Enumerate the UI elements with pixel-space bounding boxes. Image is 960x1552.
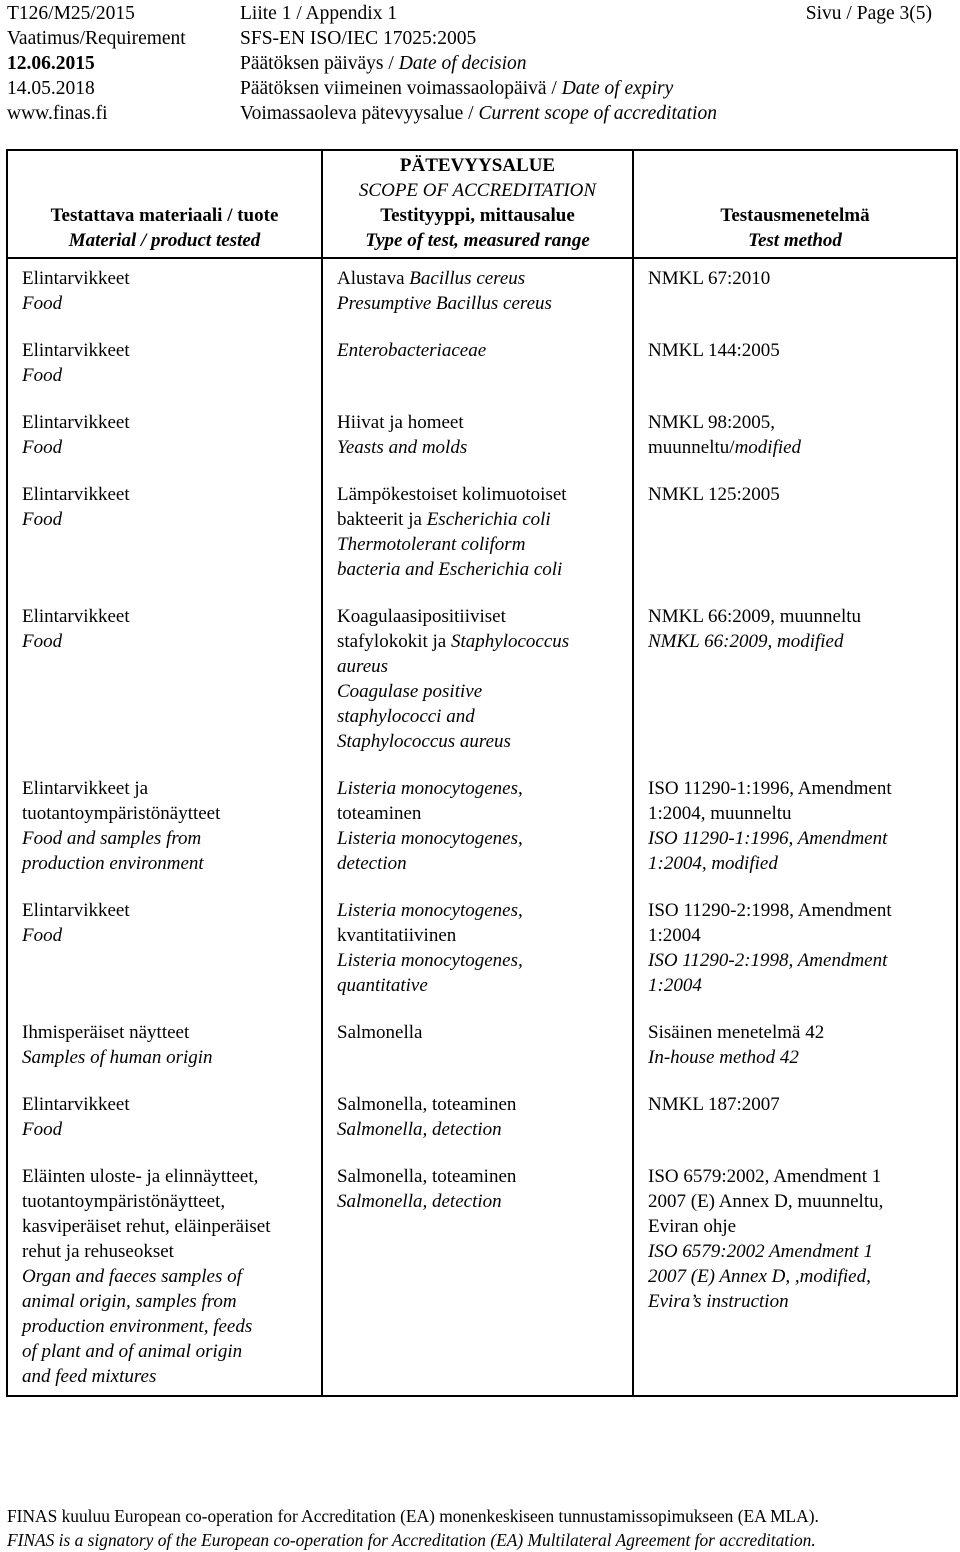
test-type-fi: Hiivat ja homeet [337,412,464,433]
material-en: Food [22,925,63,946]
material-fi: Elintarvikkeet ja [22,778,149,799]
test-method-en-cont: 1:2004, modified [648,853,778,874]
material-fi: Elintarvikkeet [22,900,130,921]
test-type-cell [322,597,633,769]
material-cell [7,403,322,475]
requirement-standard: SFS-EN ISO/IEC 17025:2005 [240,28,477,49]
scope-label-fi: Voimassaoleva pätevyysalue / [240,103,479,124]
test-type-en-cont: staphylococci and [337,706,475,727]
expiry-date: 14.05.2018 [7,78,95,99]
table-row [7,258,957,331]
test-method-en: ISO 11290-2:1998, Amendment [648,950,888,971]
material-en: Food [22,437,63,458]
test-type-en-cont: bacteria and Escherichia coli [337,559,563,580]
column-header-test-method-en: Test method [748,230,842,251]
table-row [7,769,957,891]
test-type-en: Listeria monocytogenes, [337,828,523,849]
requirement-label: Vaatimus/Requirement [7,28,186,49]
test-type-fi-cont: stafylokokit ja Staphylococcus [337,631,570,652]
column-header-material [7,150,322,258]
test-method: NMKL 98:2005, [648,412,776,433]
test-method-fi-cont: 1:2004 [648,925,701,946]
material-cell [7,331,322,403]
material-fi: Ihmisperäiset näytteet [22,1022,190,1043]
material-cell [7,475,322,597]
material-fi-4: rehut ja rehuseokset [22,1241,174,1262]
material-fi: Elintarvikkeet [22,340,130,361]
material-fi-2: tuotantoympäristönäytteet, [22,1191,226,1212]
test-method-cell [633,1157,957,1396]
material-en-3: production environment, feeds [22,1316,253,1337]
test-type-en: Salmonella, detection [337,1119,502,1140]
table-row [7,597,957,769]
material-cell [7,769,322,891]
test-type-fi-cont2: aureus [337,656,389,677]
test-type-fi: Alustava Bacillus cereus [337,268,526,289]
test-method: NMKL 67:2010 [648,268,771,289]
appendix-label: Liite 1 / Appendix 1 [240,3,398,24]
test-method-cell [633,1085,957,1157]
test-method-fi: ISO 11290-2:1998, Amendment [648,900,892,921]
material-cell [7,1013,322,1085]
scope-title-fi: PÄTEVYYSALUE [399,155,556,176]
material-en: Food and samples from [22,828,202,849]
test-method-en: ISO 6579:2002 Amendment 1 [648,1241,873,1262]
test-type-cell [322,891,633,1013]
material-fi: Elintarvikkeet [22,484,130,505]
test-type-en: Coagulase positive [337,681,483,702]
test-method-cell [633,475,957,597]
page-number: Sivu / Page 3(5) [805,3,932,24]
test-method-en-2: 2007 (E) Annex D, ,modified, [648,1266,871,1287]
material-en-5: and feed mixtures [22,1366,157,1387]
test-method-cell [633,1013,957,1085]
test-type-fi: Salmonella, toteaminen [337,1094,517,1115]
test-type-cell [322,475,633,597]
accreditation-scope-table [6,149,958,1397]
test-method-cell [633,891,957,1013]
test-method-fi-3: Eviran ohje [648,1216,737,1237]
table-row [7,1085,957,1157]
test-method-cell [633,403,957,475]
test-type-en: Yeasts and molds [337,437,468,458]
material-en: Organ and faeces samples of [22,1266,242,1287]
test-type-fi: Lämpökestoiset kolimuotoiset [337,484,567,505]
test-type: Enterobacteriaceae [337,340,487,361]
decision-date-label-fi: Päätöksen päiväys / [240,53,399,74]
test-type-cell [322,769,633,891]
material-fi: Eläinten uloste- ja elinnäytteet, [22,1166,259,1187]
test-method-cell [633,331,957,403]
test-type-fi-cont: toteaminen [337,803,422,824]
test-type-fi-cont: kvantitatiivinen [337,925,457,946]
material-en: Food [22,509,63,530]
test-type-en: Listeria monocytogenes, [337,950,523,971]
test-method-cell [633,258,957,331]
material-en-2: animal origin, samples from [22,1291,237,1312]
test-method: NMKL 125:2005 [648,484,780,505]
column-header-test-type [322,150,633,258]
scope-label [240,101,717,126]
material-fi: Elintarvikkeet [22,606,130,627]
material-en: Samples of human origin [22,1047,213,1068]
test-type-fi: Salmonella, toteaminen [337,1166,517,1187]
test-method-fi: ISO 11290-1:1996, Amendment [648,778,892,799]
test-type-en-cont: quantitative [337,975,428,996]
test-type-en: Salmonella, detection [337,1191,502,1212]
test-type-cell [322,403,633,475]
test-type-en-cont2: Staphylococcus aureus [337,731,511,752]
material-fi-3: kasviperäiset rehut, eläinperäiset [22,1216,271,1237]
test-method-note: muunneltu/modified [648,437,802,458]
document-id: T126/M25/2015 [7,3,135,24]
material-en: Food [22,1119,63,1140]
column-header-test-type-en: Type of test, measured range [365,230,590,251]
material-en-cont: production environment [22,853,204,874]
table-row [7,891,957,1013]
material-fi: Elintarvikkeet [22,268,130,289]
table-header-row [7,150,957,258]
test-type-en: Thermotolerant coliform [337,534,526,555]
test-type-en-cont: detection [337,853,407,874]
test-method-en: In-house method 42 [648,1047,799,1068]
material-cell [7,1157,322,1396]
material-en: Food [22,365,63,386]
material-cell [7,597,322,769]
material-fi: Elintarvikkeet [22,412,130,433]
test-method: NMKL 187:2007 [648,1094,780,1115]
material-cell [7,1085,322,1157]
material-cell [7,258,322,331]
test-type-fi-cont: bakteerit ja Escherichia coli [337,509,551,530]
material-fi: Elintarvikkeet [22,1094,130,1115]
test-type-en: Presumptive Bacillus cereus [337,293,552,314]
decision-date: 12.06.2015 [7,53,95,74]
test-method-fi: ISO 6579:2002, Amendment 1 [648,1166,882,1187]
material-cell [7,891,322,1013]
expiry-date-label-en: Date of expiry [561,78,674,99]
decision-date-label [240,51,527,76]
test-method: NMKL 144:2005 [648,340,780,361]
expiry-date-label-fi: Päätöksen viimeinen voimassaolopäivä / [240,78,562,99]
table-row [7,1013,957,1085]
footer-fi: FINAS kuuluu European co-operation for Accreditation (EA) monenkeskiseen tunnustamissopimukseen (EA MLA). [7,1506,819,1526]
document-header [0,1,960,126]
test-method-fi: Sisäinen menetelmä 42 [648,1022,825,1043]
material-en: Food [22,631,63,652]
scope-title-en: SCOPE OF ACCREDITATION [358,180,597,201]
test-method-en-3: Evira’s instruction [648,1291,789,1312]
test-type-cell [322,1157,633,1396]
page-footer [7,1504,957,1552]
test-method-en: ISO 11290-1:1996, Amendment [648,828,888,849]
test-method-en: NMKL 66:2009, modified [648,631,844,652]
material-fi-cont: tuotantoympäristönäytteet [22,803,221,824]
test-method-cell [633,597,957,769]
test-type-cell [322,1085,633,1157]
table-row [7,331,957,403]
table-row [7,403,957,475]
test-type: Salmonella [337,1022,423,1043]
test-type-fi: Koagulaasipositiiviset [337,606,506,627]
column-header-material-en: Material / product tested [68,230,261,251]
table-row [7,1157,957,1396]
decision-date-label-en: Date of decision [398,53,527,74]
expiry-date-label [240,76,673,101]
footer-en: FINAS is a signatory of the European co-operation for Accreditation (EA) Multilateral Agreement for accreditation. [7,1530,816,1550]
test-type-cell [322,331,633,403]
column-header-test-method-fi: Testausmenetelmä [720,205,870,226]
test-method-en-cont: 1:2004 [648,975,702,996]
test-type-cell [322,1013,633,1085]
test-method-cell [633,769,957,891]
test-type-fi: Listeria monocytogenes, [337,900,523,921]
column-header-material-fi: Testattava materiaali / tuote [50,205,279,226]
test-type-fi: Listeria monocytogenes, [337,778,523,799]
test-type-cell [322,258,633,331]
website-link[interactable]: www.finas.fi [7,103,108,124]
test-method-fi: NMKL 66:2009, muunneltu [648,606,862,627]
test-method-fi-2: 2007 (E) Annex D, muunneltu, [648,1191,884,1212]
column-header-test-type-fi: Testityyppi, mittausalue [380,205,575,226]
test-method-fi-cont: 1:2004, muunneltu [648,803,792,824]
scope-label-en: Current scope of accreditation [478,103,717,124]
table-row [7,475,957,597]
material-en: Food [22,293,63,314]
material-en-4: of plant and of animal origin [22,1341,243,1362]
column-header-test-method [633,150,957,258]
